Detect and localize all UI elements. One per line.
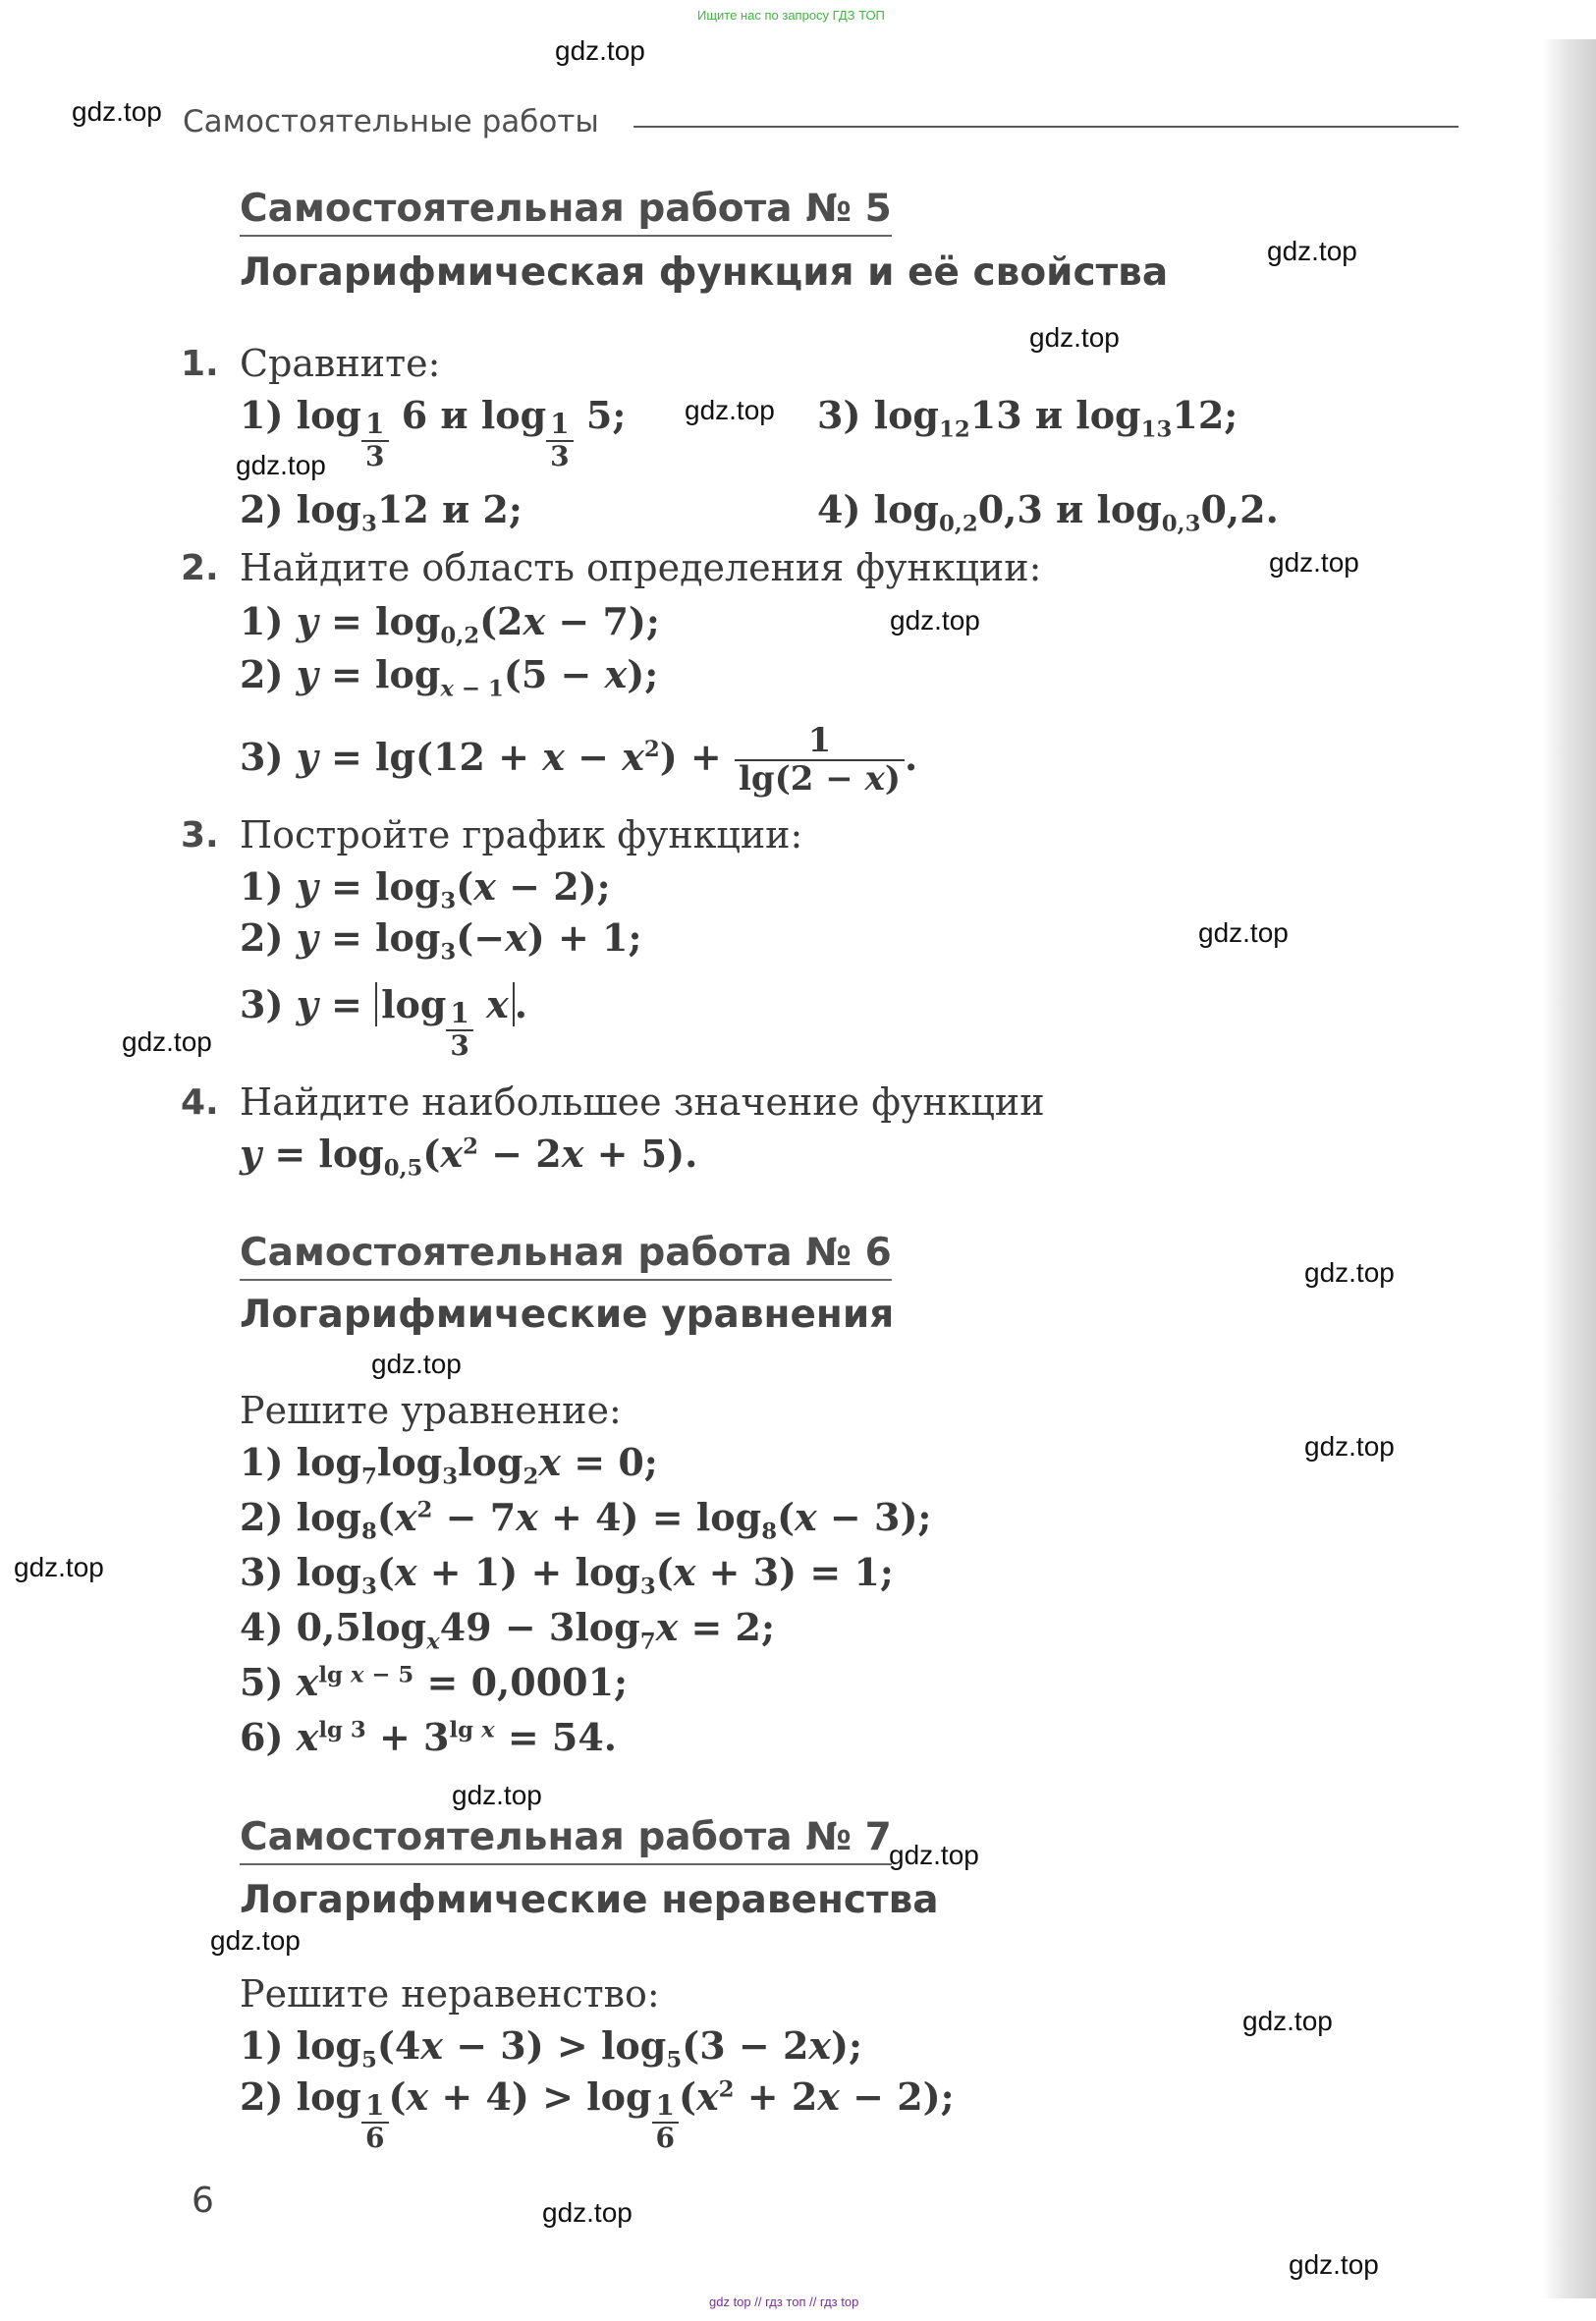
bottom-banner: gdz top // гдз топ // гдз top <box>709 2294 859 2309</box>
task-item: 1) $y = \log_3(x - 2)$; <box>240 864 611 914</box>
watermark: gdz.top <box>1304 1257 1395 1288</box>
task-item: 2) $y = \log_{x - 1}(5 - x)$; <box>240 652 659 702</box>
page-number: 6 <box>192 2181 214 2221</box>
task-item: 2) $\log_8(x^2 - 7x + 4) = \log_8(x - 3)$; <box>240 1495 932 1545</box>
task-item: 3) $y = \lg(12 + x - x^2)$ + $\frac{1}{\lg(2 - x)}$ . <box>240 721 918 800</box>
top-banner: Ищите нас по запросу ГДЗ ТОП <box>697 8 885 23</box>
watermark: gdz.top <box>122 1026 212 1057</box>
task-number: 3. <box>181 815 219 856</box>
task-item: 1) $y = \log_{0,2}(2x - 7)$; <box>240 599 660 649</box>
watermark: gdz.top <box>14 1552 104 1582</box>
watermark: gdz.top <box>236 450 326 480</box>
task-item: 3) $\log_{12}13$ и $\log_{13}12$; <box>817 393 1238 443</box>
header-rule <box>633 126 1458 128</box>
watermark: gdz.top <box>889 1840 979 1870</box>
task-item: 1) $\log_5(4x - 3) > \log_5(3 - 2x)$; <box>240 2023 863 2073</box>
task-item: 5) $x^{lg x - 5} = 0,0001$; <box>240 1660 629 1704</box>
watermark: gdz.top <box>1304 1431 1395 1462</box>
task-item: 3) y = log $\frac{1}{3}$ x . <box>240 982 528 1062</box>
task-number: 4. <box>181 1082 219 1123</box>
task-prompt: Постройте график функции: <box>240 813 803 857</box>
task-item: 3) $\log_3(x + 1) + \log_3(x + 3) = 1$; <box>240 1550 894 1600</box>
task-item: 1) $\log_7\log_3\log_2x = 0$; <box>240 1440 658 1490</box>
watermark: gdz.top <box>890 605 980 636</box>
work5-subheading: Логарифмическая функция и её свойства <box>240 250 1169 295</box>
task-item: 1) log $\frac{1}{3}$ 6 и log $\frac{1}{3}$ 5; <box>240 393 627 472</box>
watermark: gdz.top <box>452 1780 542 1810</box>
task-item: $y = \log_{0,5}(x^2 - 2x + 5)$. <box>240 1132 698 1182</box>
watermark: gdz.top <box>1267 236 1357 266</box>
work5-heading: Самостоятельная работа № 5 <box>240 187 892 237</box>
task-item: 2) $\log_312$ и 2; <box>240 487 523 537</box>
task-item: 2) log $\frac{1}{6}$ (x + 4) > log $\frac{1}{6}$ $(x^2 + 2x - 2)$; <box>240 2074 955 2154</box>
task-number: 1. <box>181 344 219 384</box>
watermark: gdz.top <box>685 395 775 425</box>
watermark: gdz.top <box>1029 322 1120 353</box>
work7-subheading: Логарифмические неравенства <box>240 1878 939 1922</box>
watermark: gdz.top <box>1269 547 1359 578</box>
watermark: gdz.top <box>555 35 645 66</box>
watermark: gdz.top <box>210 1925 301 1956</box>
watermark: gdz.top <box>1289 2249 1379 2280</box>
watermark: gdz.top <box>371 1349 462 1379</box>
task-item: 2) $y = \log_3(-x) + 1$; <box>240 915 642 966</box>
watermark: gdz.top <box>72 96 162 127</box>
running-header: Самостоятельные работы <box>183 104 599 139</box>
task-prompt: Сравните: <box>240 342 441 385</box>
task-prompt: Найдите наибольшее значение функции <box>240 1080 1045 1124</box>
watermark: gdz.top <box>1198 917 1289 948</box>
page-edge-shadow <box>1542 39 1596 2298</box>
task-item: 4) $\log_{0,2}0,3$ и $\log_{0,3}0,2$. <box>817 487 1279 537</box>
work6-heading: Самостоятельная работа № 6 <box>240 1231 892 1281</box>
task-prompt: Решите неравенство: <box>240 1972 660 2016</box>
task-item: 6) $x^{lg 3} + 3^{lg x} = 54$. <box>240 1715 618 1759</box>
watermark: gdz.top <box>1242 2006 1333 2036</box>
task-prompt: Найдите область определения функции: <box>240 546 1042 589</box>
task-number: 2. <box>181 548 219 588</box>
task-prompt: Решите уравнение: <box>240 1389 622 1432</box>
watermark: gdz.top <box>542 2197 633 2228</box>
work7-heading: Самостоятельная работа № 7 <box>240 1815 892 1865</box>
work6-subheading: Логарифмические уравнения <box>240 1293 895 1337</box>
task-item: 4) $0,5\log_x49 - 3\log_7x = 2$; <box>240 1605 776 1655</box>
